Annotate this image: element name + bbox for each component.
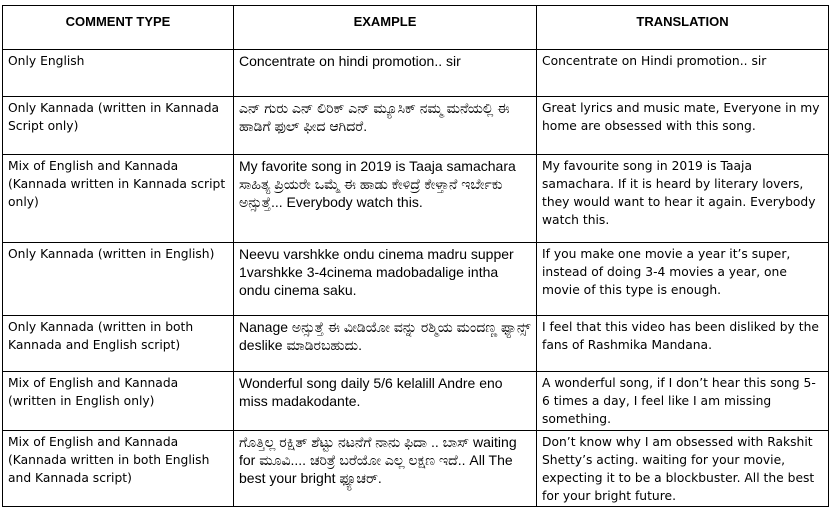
comment-types-table	[2, 5, 829, 507]
table-row	[3, 243, 829, 316]
example-cell: Neevu varshkke ondu cinema madru supper 1varshkke 3-4cinema madobadalige intha ondu cinema saku.	[234, 243, 537, 316]
example-cell: ಎನ್ ಗುರು ಎನ್ ಲಿರಿಕ್ ಎನ್ ಮ್ಯೂಸಿಕ್ ನಮ್ಮ ಮನೆಯಲ್ಲಿ ಈ ಹಾಡಿಗೆ ಫುಲ್ ಫೀದ ಆಗಿದರೆ.	[234, 97, 537, 155]
example-cell: My favorite song in 2019 is Taaja samachara ಸಾಹಿತ್ಯ ಪ್ರಿಯರೇ ಒಮ್ಮೆ ಈ ಹಾಡು ಕೇಳಿದ್ರೆ ಕೇಳ್ತಾನೆ ಇರ್ಬೇಕು ಅನ್ಸುತ್ತೆ... Everybody watch this.	[234, 155, 537, 243]
header-row	[3, 6, 829, 50]
comment-type-cell: Only Kannada (written in both Kannada and English script)	[3, 316, 234, 372]
example-cell: Nanage ಅನ್ಸುತ್ತೆ ಈ ವೀಡಿಯೋ ವನ್ನು ರಶ್ಮಿಯ ಮಂದಣ್ಣ ಫ್ಯಾನ್ಸ್ deslike ಮಾಡಿರಬಹುದು.	[234, 316, 537, 372]
table-row	[3, 431, 829, 507]
translation-cell: Great lyrics and music mate, Everyone in my home are obsessed with this song.	[537, 97, 829, 155]
translation-cell: Don’t know why I am obsessed with Rakshit Shetty’s acting. waiting for your movie, expecting it to be a blockbuster. All the best for your bright future.	[537, 431, 829, 507]
comment-type-cell: Only Kannada (written in English)	[3, 243, 234, 316]
header-comment-type: COMMENT TYPE	[3, 6, 234, 50]
comment-type-cell: Mix of English and Kannada (written in English only)	[3, 372, 234, 431]
comment-type-cell: Mix of English and Kannada (Kannada written in both English and Kannada script)	[3, 431, 234, 507]
comment-type-cell: Mix of English and Kannada (Kannada written in Kannada script only)	[3, 155, 234, 243]
translation-cell: A wonderful song, if I don’t hear this song 5-6 times a day, I feel like I am missing something.	[537, 372, 829, 431]
translation-cell: My favourite song in 2019 is Taaja samachara. If it is heard by literary lovers, they would want to hear it again. Everybody watch this.	[537, 155, 829, 243]
translation-cell: Concentrate on Hindi promotion.. sir	[537, 50, 829, 97]
table-row	[3, 50, 829, 97]
translation-cell: I feel that this video has been disliked by the fans of Rashmika Mandana.	[537, 316, 829, 372]
comment-type-cell: Only Kannada (written in Kannada Script only)	[3, 97, 234, 155]
header-translation: TRANSLATION	[537, 6, 829, 50]
comment-type-cell: Only English	[3, 50, 234, 97]
table-row	[3, 97, 829, 155]
translation-cell: If you make one movie a year it’s super, instead of doing 3-4 movies a year, one movie of this type is enough.	[537, 243, 829, 316]
example-cell: Concentrate on hindi promotion.. sir	[234, 50, 537, 97]
example-cell: ಗೊತ್ತಿಲ್ಲ ರಕ್ಷಿತ್ ಶೆಟ್ಟು ನಟನೆಗೆ ನಾನು ಫಿದಾ .. ಬಾಸ್ waiting for ಮೂವಿ.... ಚರಿತ್ರೆ ಬರೆಯೋ ಎಲ್ಲ ಲಕ್ಷಣ ಇದೆ.. All The best your bright ಫ್ಯೂಚರ್.	[234, 431, 537, 507]
table-row	[3, 372, 829, 431]
table-row	[3, 316, 829, 372]
example-cell: Wonderful song daily 5/6 kelalill Andre eno miss madakodante.	[234, 372, 537, 431]
table-row	[3, 155, 829, 243]
header-example: EXAMPLE	[234, 6, 537, 50]
